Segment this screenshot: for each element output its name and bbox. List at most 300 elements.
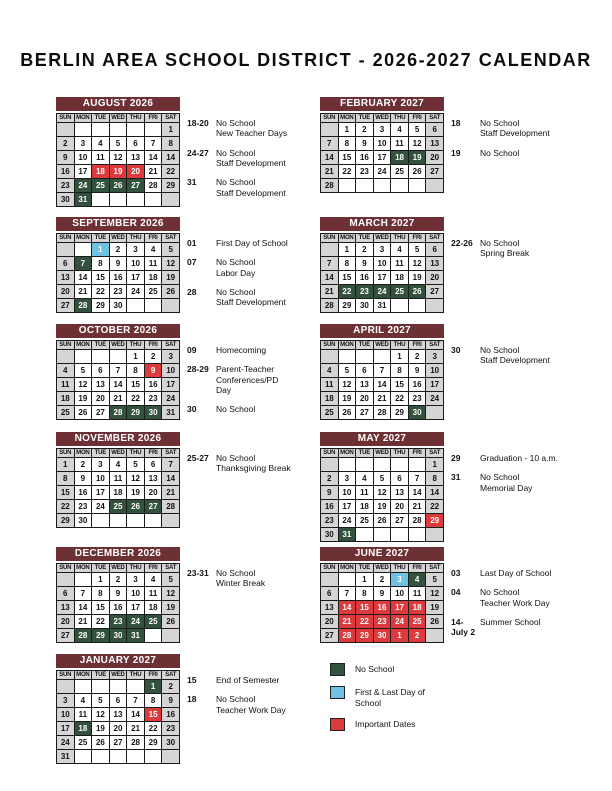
day-cell: 30 xyxy=(321,528,339,542)
day-header: SUN xyxy=(321,114,339,123)
day-cell: 13 xyxy=(321,601,339,615)
day-cell: 30 xyxy=(408,406,426,420)
week-row xyxy=(321,472,444,486)
calendar-table xyxy=(320,113,444,193)
day-cell: 13 xyxy=(92,378,110,392)
day-cell: 21 xyxy=(109,392,127,406)
month-january-2027 xyxy=(56,654,320,764)
day-header: FRI xyxy=(408,114,426,123)
day-cell: 30 xyxy=(109,299,127,313)
day-cell: 11 xyxy=(57,378,75,392)
day-cell: 14 xyxy=(127,708,145,722)
note-dates: 31 xyxy=(187,177,197,188)
day-header: SAT xyxy=(162,671,180,680)
day-cell: 18 xyxy=(144,601,162,615)
day-cell: 12 xyxy=(74,378,92,392)
day-cell: 21 xyxy=(144,165,162,179)
day-cell xyxy=(127,193,145,207)
day-cell: 29 xyxy=(57,514,75,528)
day-cell: 16 xyxy=(109,271,127,285)
week-row xyxy=(321,514,444,528)
day-cell: 10 xyxy=(127,257,145,271)
note xyxy=(187,177,320,198)
day-cell: 13 xyxy=(109,708,127,722)
day-cell: 26 xyxy=(338,406,356,420)
day-cell: 17 xyxy=(92,486,110,500)
note-text: No School New Teacher Days xyxy=(216,118,288,139)
legend xyxy=(320,654,588,764)
day-header: FRI xyxy=(144,341,162,350)
day-cell: 14 xyxy=(144,151,162,165)
day-cell xyxy=(162,514,180,528)
week-row xyxy=(321,406,444,420)
day-cell: 7 xyxy=(321,137,339,151)
calendar-february-2027 xyxy=(320,97,444,193)
day-cell: 9 xyxy=(57,151,75,165)
day-cell: 19 xyxy=(109,165,127,179)
day-cell: 9 xyxy=(321,486,339,500)
day-cell: 31 xyxy=(338,528,356,542)
day-header: SAT xyxy=(426,564,444,573)
note xyxy=(187,364,320,395)
day-cell xyxy=(74,573,92,587)
day-cell: 2 xyxy=(109,243,127,257)
day-cell: 28 xyxy=(127,736,145,750)
month-header: APRIL 2027 xyxy=(320,324,444,338)
week-row xyxy=(321,299,444,313)
month-september-2026 xyxy=(56,217,320,324)
day-cell: 1 xyxy=(57,458,75,472)
day-cell xyxy=(92,123,110,137)
day-header: MON xyxy=(74,114,92,123)
day-cell: 4 xyxy=(408,573,426,587)
day-cell: 3 xyxy=(162,350,180,364)
day-cell: 3 xyxy=(57,694,75,708)
day-header: SAT xyxy=(162,449,180,458)
month-notes xyxy=(187,432,320,483)
day-cell: 2 xyxy=(57,137,75,151)
note-dates: 25-27 xyxy=(187,453,209,463)
day-cell: 18 xyxy=(391,271,409,285)
day-cell: 26 xyxy=(162,615,180,629)
month-june-2027 xyxy=(320,547,588,654)
day-cell: 7 xyxy=(408,472,426,486)
day-cell xyxy=(144,750,162,764)
day-cell: 28 xyxy=(74,629,92,643)
day-cell: 7 xyxy=(127,694,145,708)
day-cell: 11 xyxy=(321,378,339,392)
day-cell: 4 xyxy=(391,243,409,257)
day-cell xyxy=(162,629,180,643)
note-dates: 15 xyxy=(187,675,197,685)
day-cell: 1 xyxy=(356,573,374,587)
day-header: WED xyxy=(109,449,127,458)
day-cell: 19 xyxy=(338,392,356,406)
month-header: DECEMBER 2026 xyxy=(56,547,180,561)
day-cell xyxy=(127,680,145,694)
day-cell: 21 xyxy=(74,615,92,629)
day-cell xyxy=(338,458,356,472)
note-dates: 18 xyxy=(451,118,461,128)
day-header: FRI xyxy=(144,234,162,243)
note-text: No School xyxy=(480,147,520,158)
day-cell: 20 xyxy=(356,392,374,406)
day-header: MON xyxy=(338,341,356,350)
week-row xyxy=(57,392,180,406)
day-cell xyxy=(408,528,426,542)
day-cell: 13 xyxy=(57,271,75,285)
note xyxy=(187,404,320,414)
note-text: Last Day of School xyxy=(480,568,552,578)
month-header: OCTOBER 2026 xyxy=(56,324,180,338)
week-row xyxy=(57,573,180,587)
day-cell xyxy=(391,458,409,472)
day-cell: 8 xyxy=(127,364,145,378)
day-cell xyxy=(321,350,339,364)
day-header: FRI xyxy=(144,564,162,573)
day-cell: 30 xyxy=(373,629,391,643)
legend-item-first_last xyxy=(330,686,588,708)
week-row xyxy=(57,123,180,137)
day-cell: 25 xyxy=(144,285,162,299)
day-header: FRI xyxy=(408,341,426,350)
day-cell: 26 xyxy=(74,406,92,420)
first_last-swatch xyxy=(330,686,345,699)
day-cell: 22 xyxy=(144,722,162,736)
day-header: THU xyxy=(127,564,145,573)
calendar-table xyxy=(56,448,180,528)
day-cell: 13 xyxy=(57,601,75,615)
month-notes xyxy=(187,324,320,424)
week-row xyxy=(57,257,180,271)
day-cell: 29 xyxy=(127,406,145,420)
day-cell xyxy=(74,123,92,137)
week-row xyxy=(321,629,444,643)
legend-label: No School xyxy=(355,664,395,674)
day-cell: 26 xyxy=(426,615,444,629)
day-header: SAT xyxy=(162,341,180,350)
week-row xyxy=(321,151,444,165)
day-cell: 14 xyxy=(426,486,444,500)
day-cell: 26 xyxy=(92,736,110,750)
calendar-table xyxy=(56,233,180,313)
day-cell: 4 xyxy=(57,364,75,378)
day-cell: 15 xyxy=(338,271,356,285)
day-header: MON xyxy=(74,564,92,573)
day-cell: 27 xyxy=(426,285,444,299)
day-cell: 9 xyxy=(74,472,92,486)
day-cell: 2 xyxy=(144,350,162,364)
day-cell: 3 xyxy=(127,573,145,587)
day-header: WED xyxy=(373,341,391,350)
day-cell: 16 xyxy=(356,151,374,165)
day-cell xyxy=(57,680,75,694)
day-header: WED xyxy=(373,449,391,458)
day-cell: 6 xyxy=(144,458,162,472)
note-text: No School Memorial Day xyxy=(480,472,533,493)
day-cell: 23 xyxy=(356,285,374,299)
note-dates: 18 xyxy=(187,694,197,705)
week-row xyxy=(57,615,180,629)
week-row xyxy=(321,615,444,629)
day-cell: 7 xyxy=(109,364,127,378)
day-cell xyxy=(338,573,356,587)
day-header-row xyxy=(321,564,444,573)
day-cell: 11 xyxy=(144,257,162,271)
day-cell xyxy=(57,123,75,137)
day-cell xyxy=(92,350,110,364)
day-cell: 19 xyxy=(162,601,180,615)
day-cell xyxy=(338,350,356,364)
day-cell: 14 xyxy=(74,271,92,285)
day-header: TUE xyxy=(356,341,374,350)
week-row xyxy=(321,601,444,615)
day-cell: 8 xyxy=(391,364,409,378)
day-cell: 27 xyxy=(57,299,75,313)
week-row xyxy=(57,458,180,472)
day-cell: 24 xyxy=(74,179,92,193)
day-cell xyxy=(109,123,127,137)
day-cell: 19 xyxy=(162,271,180,285)
note xyxy=(187,238,320,248)
day-header: TUE xyxy=(92,671,110,680)
day-cell xyxy=(109,750,127,764)
day-cell: 12 xyxy=(426,587,444,601)
day-cell: 29 xyxy=(426,514,444,528)
day-cell: 15 xyxy=(391,378,409,392)
day-cell: 24 xyxy=(426,392,444,406)
day-cell: 30 xyxy=(144,406,162,420)
day-cell: 22 xyxy=(356,615,374,629)
week-row xyxy=(57,285,180,299)
note-dates: 31 xyxy=(451,472,461,483)
day-cell: 9 xyxy=(373,587,391,601)
day-header: MON xyxy=(338,564,356,573)
day-cell: 14 xyxy=(109,378,127,392)
month-april-2027 xyxy=(320,324,588,432)
month-header: MAY 2027 xyxy=(320,432,444,446)
day-cell: 22 xyxy=(57,500,75,514)
day-cell: 3 xyxy=(373,123,391,137)
day-header: MON xyxy=(74,671,92,680)
day-cell: 23 xyxy=(57,179,75,193)
day-header-row xyxy=(57,449,180,458)
day-cell: 20 xyxy=(57,285,75,299)
calendar-august-2026 xyxy=(56,97,180,207)
note-dates: 28 xyxy=(187,287,197,298)
day-cell: 2 xyxy=(321,472,339,486)
day-cell: 19 xyxy=(426,601,444,615)
day-cell: 1 xyxy=(391,629,409,643)
day-cell: 4 xyxy=(391,123,409,137)
calendar-september-2026 xyxy=(56,217,180,313)
day-cell: 14 xyxy=(408,486,426,500)
day-cell: 16 xyxy=(373,601,391,615)
month-header: NOVEMBER 2026 xyxy=(56,432,180,446)
day-header: FRI xyxy=(408,449,426,458)
calendar-october-2026 xyxy=(56,324,180,420)
day-cell xyxy=(373,179,391,193)
legend-label: First & Last Day of School xyxy=(355,687,425,708)
day-header: THU xyxy=(391,564,409,573)
day-cell xyxy=(373,528,391,542)
day-cell: 17 xyxy=(162,378,180,392)
week-row xyxy=(57,299,180,313)
day-header-row xyxy=(57,114,180,123)
day-cell: 13 xyxy=(356,378,374,392)
day-cell xyxy=(356,350,374,364)
week-row xyxy=(57,750,180,764)
day-cell: 17 xyxy=(426,378,444,392)
day-cell: 1 xyxy=(338,123,356,137)
day-cell: 30 xyxy=(356,299,374,313)
day-cell: 8 xyxy=(92,587,110,601)
day-cell: 14 xyxy=(74,601,92,615)
day-header: SUN xyxy=(321,564,339,573)
note-dates: 30 xyxy=(187,404,197,415)
day-header-row xyxy=(321,234,444,243)
day-cell: 27 xyxy=(391,514,409,528)
day-cell xyxy=(426,299,444,313)
day-cell: 20 xyxy=(109,722,127,736)
day-header: WED xyxy=(109,114,127,123)
note xyxy=(187,118,320,139)
day-cell: 6 xyxy=(426,123,444,137)
day-header: WED xyxy=(109,234,127,243)
day-cell: 15 xyxy=(356,601,374,615)
day-cell: 23 xyxy=(162,722,180,736)
month-header: MARCH 2027 xyxy=(320,217,444,231)
day-cell: 15 xyxy=(92,271,110,285)
day-cell: 25 xyxy=(408,615,426,629)
week-row xyxy=(321,257,444,271)
week-row xyxy=(57,601,180,615)
day-cell: 16 xyxy=(408,378,426,392)
day-cell: 10 xyxy=(426,364,444,378)
day-cell: 22 xyxy=(92,285,110,299)
week-row xyxy=(57,151,180,165)
calendar-january-2027 xyxy=(56,654,180,764)
legend-item-important xyxy=(330,718,588,731)
day-cell: 23 xyxy=(321,514,339,528)
note-text: No School Staff Development xyxy=(216,147,286,169)
note-text: No School Staff Development xyxy=(216,287,286,308)
day-cell: 24 xyxy=(391,615,409,629)
note-dates: 18-20 xyxy=(187,118,209,128)
day-cell: 21 xyxy=(321,285,339,299)
day-cell: 16 xyxy=(57,165,75,179)
day-cell: 2 xyxy=(74,458,92,472)
day-cell: 21 xyxy=(408,500,426,514)
legend-label: Important Dates xyxy=(355,719,416,730)
day-cell: 17 xyxy=(74,165,92,179)
day-header: MON xyxy=(74,234,92,243)
month-march-2027 xyxy=(320,217,588,324)
calendar-table xyxy=(320,233,444,313)
week-row xyxy=(321,392,444,406)
day-cell xyxy=(373,350,391,364)
day-cell: 22 xyxy=(426,500,444,514)
day-cell xyxy=(338,179,356,193)
day-cell: 6 xyxy=(57,587,75,601)
day-header: SUN xyxy=(57,234,75,243)
day-cell: 9 xyxy=(162,694,180,708)
day-cell: 10 xyxy=(373,137,391,151)
day-cell: 24 xyxy=(373,285,391,299)
note-dates: 03 xyxy=(451,568,461,578)
note xyxy=(451,568,588,578)
day-header: SAT xyxy=(426,449,444,458)
month-header: JANUARY 2027 xyxy=(56,654,180,668)
note-text: Graduation - 10 a.m. xyxy=(480,453,558,463)
month-notes xyxy=(187,97,320,207)
day-cell: 14 xyxy=(321,271,339,285)
day-header: THU xyxy=(391,449,409,458)
note-dates: 24-27 xyxy=(187,147,209,158)
day-cell: 18 xyxy=(356,500,374,514)
day-header-row xyxy=(57,341,180,350)
day-cell: 6 xyxy=(127,137,145,151)
day-cell xyxy=(144,299,162,313)
day-cell: 14 xyxy=(321,151,339,165)
note-text: No School Thanksgiving Break xyxy=(216,453,291,474)
week-row xyxy=(57,486,180,500)
day-header: FRI xyxy=(144,114,162,123)
note xyxy=(187,257,320,278)
month-august-2026 xyxy=(56,97,320,217)
week-row xyxy=(57,500,180,514)
day-cell: 26 xyxy=(408,285,426,299)
day-cell: 16 xyxy=(162,708,180,722)
day-header-row xyxy=(321,114,444,123)
day-cell: 1 xyxy=(127,350,145,364)
day-cell: 25 xyxy=(57,406,75,420)
day-cell: 20 xyxy=(426,151,444,165)
day-cell: 10 xyxy=(338,486,356,500)
day-cell: 7 xyxy=(144,137,162,151)
day-cell xyxy=(92,750,110,764)
week-row xyxy=(57,179,180,193)
day-cell: 13 xyxy=(426,137,444,151)
day-cell: 1 xyxy=(162,123,180,137)
month-notes xyxy=(451,217,588,268)
day-header: SUN xyxy=(321,449,339,458)
day-cell: 3 xyxy=(426,350,444,364)
day-cell: 22 xyxy=(127,392,145,406)
day-cell: 4 xyxy=(356,472,374,486)
day-cell xyxy=(408,179,426,193)
day-cell: 10 xyxy=(127,587,145,601)
week-row xyxy=(321,350,444,364)
day-cell xyxy=(74,750,92,764)
week-row xyxy=(57,350,180,364)
day-cell: 24 xyxy=(373,165,391,179)
day-header: SUN xyxy=(57,341,75,350)
day-cell: 11 xyxy=(92,151,110,165)
note xyxy=(451,148,588,158)
day-cell xyxy=(144,193,162,207)
day-cell xyxy=(162,193,180,207)
calendar-june-2027 xyxy=(320,547,444,643)
day-header-row xyxy=(57,671,180,680)
day-cell: 27 xyxy=(321,629,339,643)
week-row xyxy=(321,364,444,378)
day-cell: 6 xyxy=(109,694,127,708)
day-cell: 6 xyxy=(391,472,409,486)
day-cell: 29 xyxy=(356,629,374,643)
day-cell: 4 xyxy=(92,137,110,151)
day-header: SUN xyxy=(321,234,339,243)
